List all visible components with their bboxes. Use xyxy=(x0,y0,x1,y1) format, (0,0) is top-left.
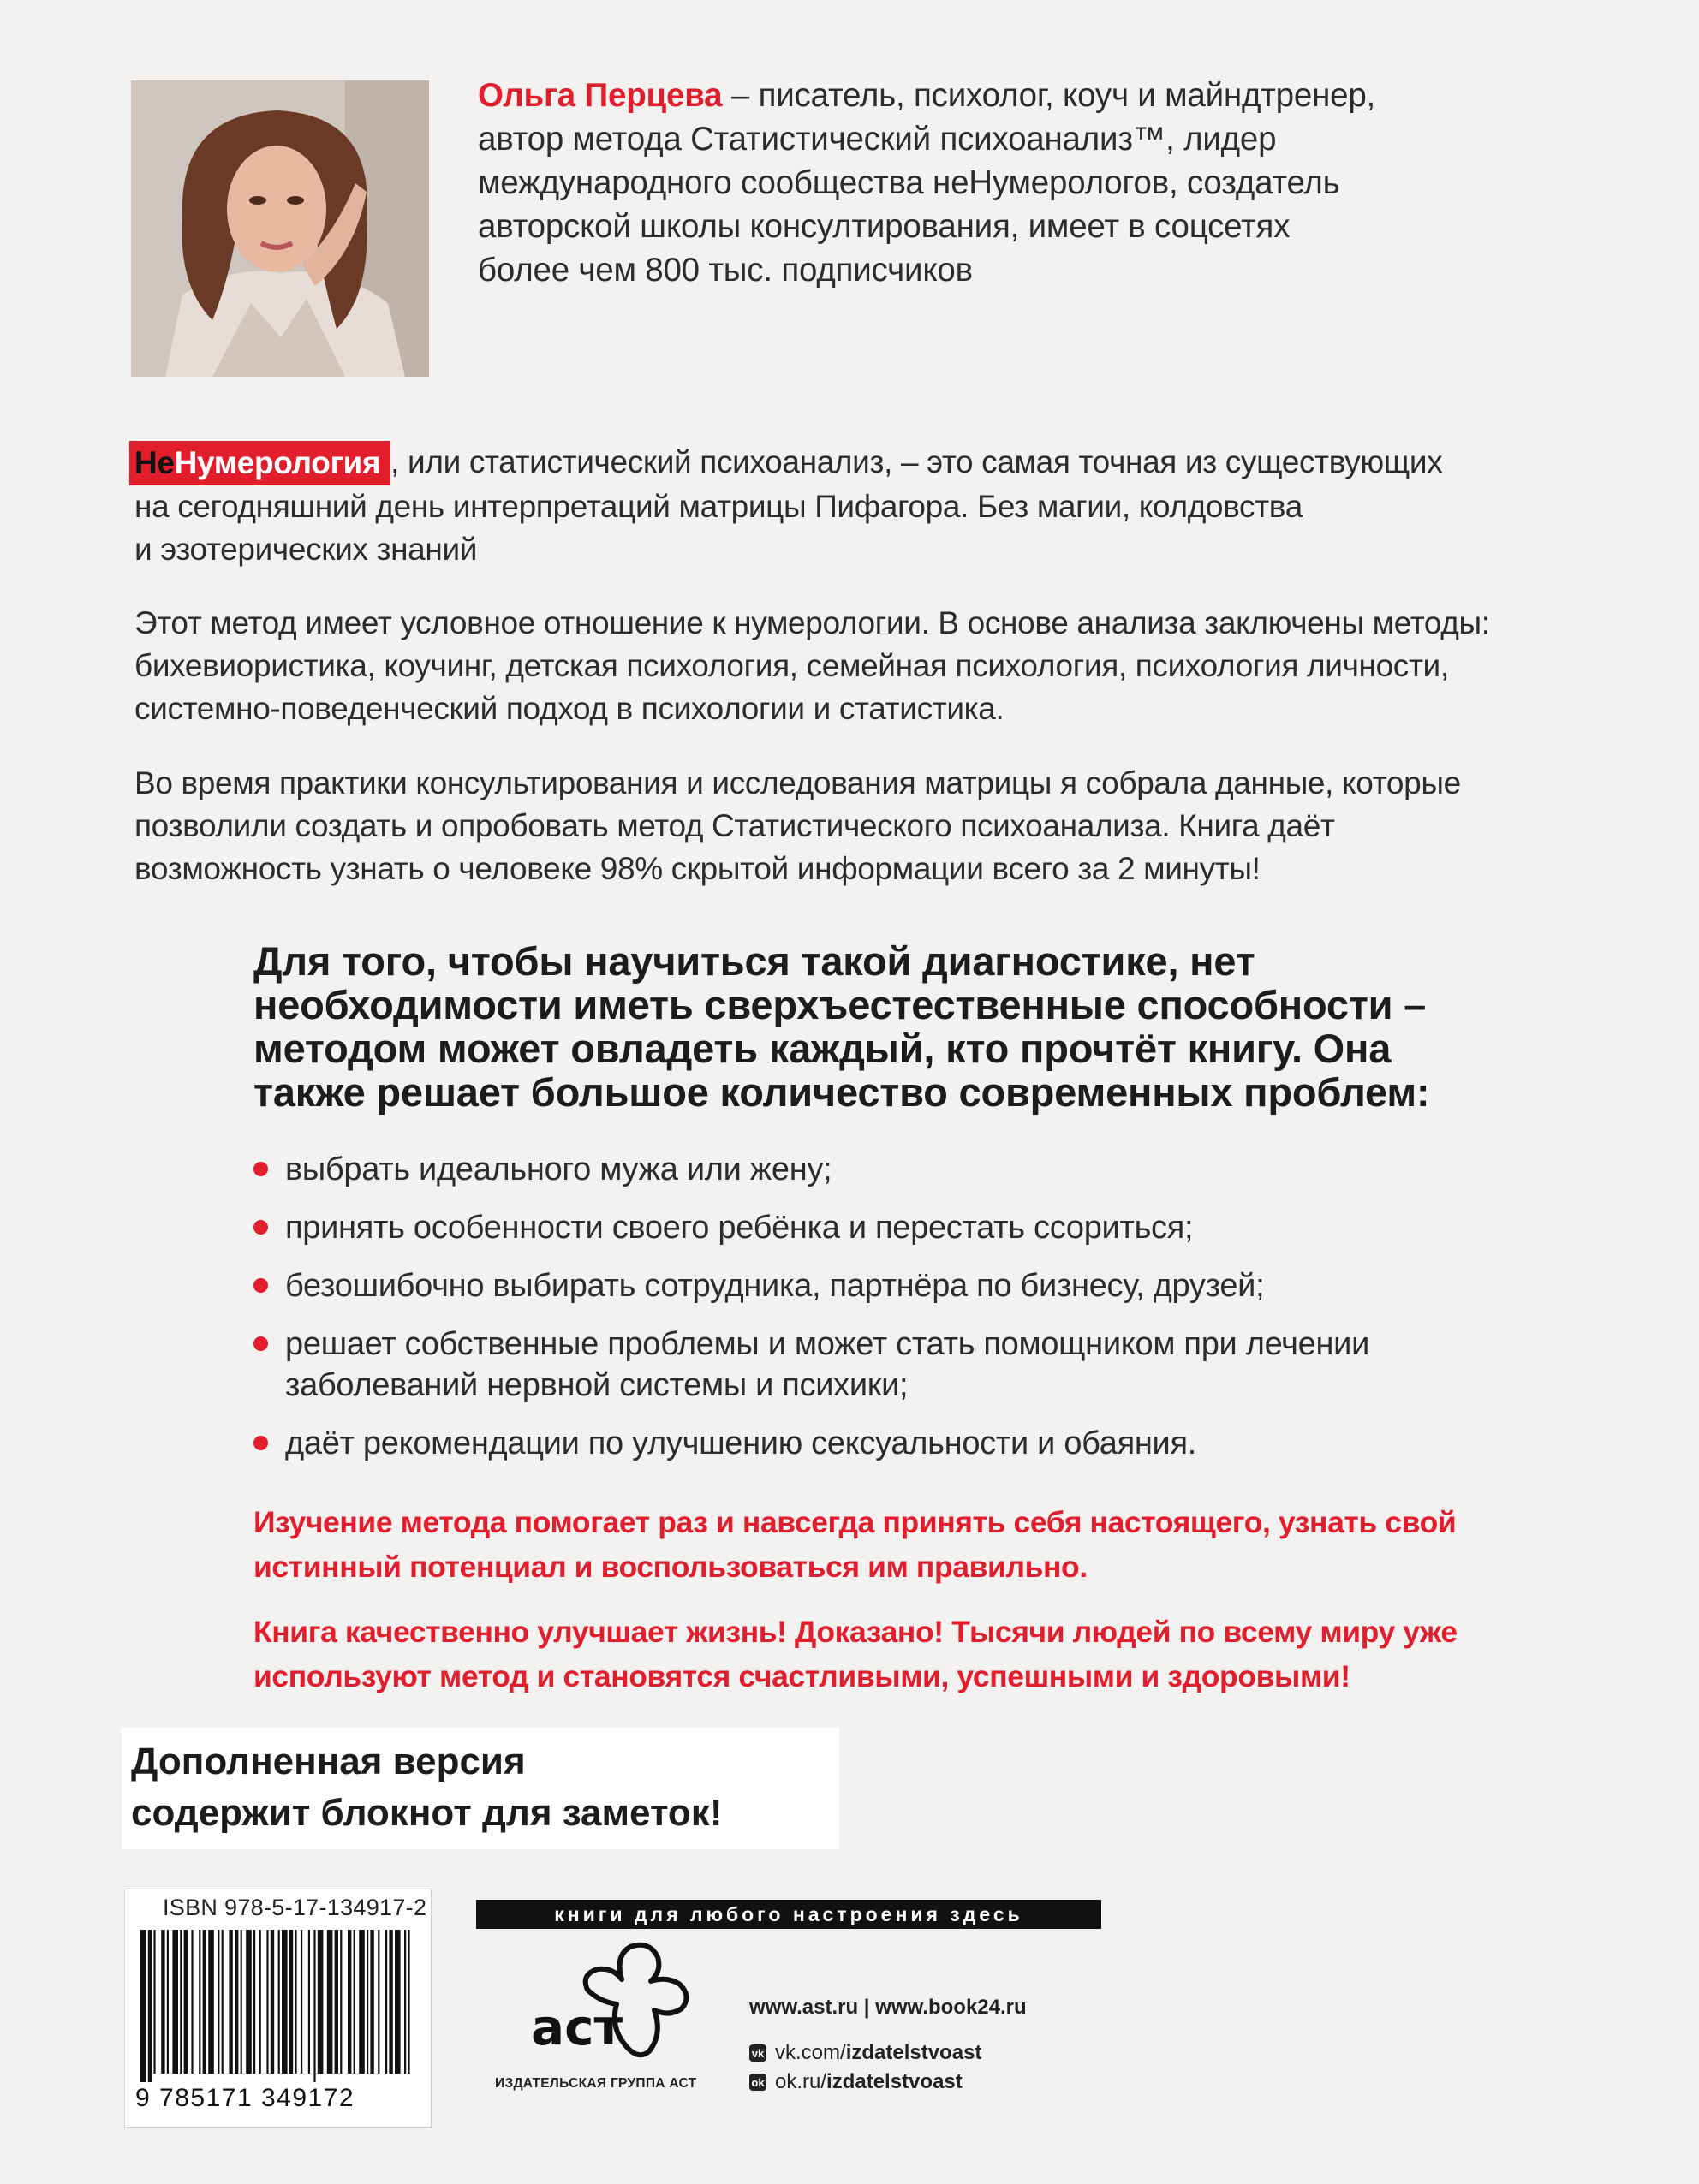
bullet-dot-icon xyxy=(253,1162,268,1176)
badge-prefix: Не xyxy=(134,445,175,480)
barcode-bar xyxy=(218,1930,219,2074)
badge-main: Нумерология xyxy=(174,445,381,480)
list-item-text: безошибочно выбирать сотрудника, партнёра по бизнесу, друзей; xyxy=(285,1268,1265,1304)
paragraph-line: возможность узнать о человеке 98% скрытой информации всего за 2 минуты! xyxy=(134,851,1261,886)
author-bio-line: авторской школы консултирования, имеет в соцсетях xyxy=(478,208,1291,245)
list-item-text: принять особенности своего ребёнка и перестать ссориться; xyxy=(285,1210,1194,1246)
barcode-bar xyxy=(253,1930,255,2074)
method-paragraph xyxy=(134,602,1590,730)
website-links[interactable]: www.ast.ru | www.book24.ru xyxy=(749,1996,1027,2019)
barcode-bar xyxy=(153,1930,155,2074)
author-photo xyxy=(131,80,429,377)
intro-paragraph xyxy=(134,441,1590,571)
barcode-bar xyxy=(335,1930,338,2074)
vk-icon: vk xyxy=(749,2044,766,2062)
author-bio xyxy=(478,74,1505,292)
barcode-bar xyxy=(348,1930,351,2074)
red-statement-study xyxy=(253,1500,1589,1589)
paragraph-line: Этот метод имеет условное отношение к нумерологии. В основе анализа заключены методы: xyxy=(134,605,1490,640)
barcode-bar xyxy=(282,1930,288,2074)
red-statement-proof xyxy=(253,1610,1589,1699)
paragraph-line: позволили создать и опробовать метод Статистического психоанализа. Книга даёт xyxy=(134,808,1335,843)
barcode-digits: 9 785171 349172 xyxy=(135,2084,355,2112)
intro-line: , или статистический психоанализ, – это самая точная из существующих xyxy=(390,444,1443,479)
barcode-bar xyxy=(340,1930,342,2074)
red-line: истинный потенциал и воспользоваться им правильно. xyxy=(253,1550,1088,1584)
list-item xyxy=(253,1324,1589,1406)
barcode-bar xyxy=(235,1930,238,2074)
social-link-ok[interactable] xyxy=(749,2070,963,2094)
barcode-bar xyxy=(241,1930,242,2074)
bullet-dot-icon xyxy=(253,1336,268,1351)
barcode-bar xyxy=(278,1930,280,2074)
barcode-bar xyxy=(295,1930,296,2074)
publisher-name: ИЗДАТЕЛЬСКАЯ ГРУППА АСТ xyxy=(495,2076,697,2091)
barcode-bar xyxy=(148,1930,152,2082)
barcode-bar xyxy=(161,1930,164,2074)
list-item-text: выбрать идеального мужа или жену; xyxy=(285,1152,832,1187)
practice-paragraph xyxy=(134,762,1590,890)
list-item xyxy=(253,1265,1589,1306)
barcode-bars xyxy=(140,1930,414,2084)
barcode-bar xyxy=(367,1930,368,2074)
red-line: Книга качественно улучшает жизнь! Доказано! Тысячи людей по всему миру уже xyxy=(253,1615,1458,1649)
benefits-list xyxy=(253,1149,1589,1464)
bold-line: Для того, чтобы научиться такой диагностике, нет xyxy=(253,938,1255,984)
barcode-bar xyxy=(191,1930,193,2074)
social-handle: izdatelstvoast xyxy=(845,2041,982,2064)
list-item-text: решает собственные проблемы и может стать помощником при лечении заболеваний нервной системы и психики; xyxy=(285,1326,1370,1403)
barcode-bar xyxy=(318,1930,324,2074)
barcode-bar xyxy=(271,1930,274,2074)
barcode-bar xyxy=(222,1930,224,2074)
barcode-bar xyxy=(180,1930,182,2074)
paragraph-line: бихевиористика, коучинг, детская психология, семейная психология, психология личности, xyxy=(134,648,1449,683)
barcode-bar xyxy=(259,1930,261,2074)
paragraph-line: системно-поведенческий подход в психологии и статистика. xyxy=(134,691,1004,726)
barcode-bar xyxy=(378,1930,379,2074)
red-line: Изучение метода помогает раз и навсегда принять себя настоящего, узнать свой xyxy=(253,1505,1457,1539)
barcode-bar xyxy=(229,1930,232,2074)
list-item xyxy=(253,1423,1589,1464)
barcode-bar xyxy=(172,1930,178,2074)
author-bio-line: более чем 800 тыс. подписчиков xyxy=(478,252,973,289)
list-item xyxy=(253,1207,1589,1248)
barcode-bar xyxy=(308,1930,310,2074)
barcode-bar xyxy=(199,1930,200,2074)
list-item xyxy=(253,1149,1589,1190)
barcode-bar xyxy=(359,1930,365,2074)
barcode-bar xyxy=(354,1930,355,2074)
ok-icon: ok xyxy=(749,2074,766,2091)
list-item-text: даёт рекомендации по улучшению сексуальности и обаяния. xyxy=(285,1425,1197,1461)
barcode-bar xyxy=(385,1930,387,2074)
extended-version-text xyxy=(131,1736,833,1839)
social-prefix: vk.com/ xyxy=(775,2041,846,2064)
social-handle: izdatelstvoast xyxy=(826,2070,963,2093)
paragraph-line: Во время практики консультирования и исследования матрицы я собрала данные, которые xyxy=(134,765,1461,800)
author-bio-line: – писатель, психолог, коуч и майндтренер, xyxy=(722,77,1376,114)
bullet-dot-icon xyxy=(253,1220,268,1235)
slogan-bar: книги для любого настроения здесь xyxy=(476,1900,1101,1929)
author-bio-line: автор метода Статистический психоанализ™, лидер xyxy=(478,121,1277,158)
barcode-bar xyxy=(313,1930,315,2082)
bold-line: методом может овладеть каждый, кто прочтёт книгу. Она xyxy=(253,1026,1392,1071)
social-link-vk[interactable] xyxy=(749,2041,981,2065)
isbn-label: ISBN 978-5-17-134917-2 xyxy=(163,1895,427,1920)
social-prefix: ok.ru/ xyxy=(775,2070,827,2093)
author-bio-line: международного сообщества неНумерологов, создатель xyxy=(478,164,1340,201)
barcode-bar xyxy=(266,1930,268,2074)
extended-line: содержит блокнот для заметок! xyxy=(131,1792,723,1834)
extended-line: Дополненная версия xyxy=(131,1741,526,1782)
barcode-bar xyxy=(289,1930,293,2074)
barcode-bar xyxy=(208,1930,214,2074)
barcode-bar xyxy=(246,1930,252,2074)
barcode-bar xyxy=(203,1930,206,2074)
intro-line: на сегодняшний день интерпретаций матрицы Пифагора. Без магии, колдовства xyxy=(134,489,1303,524)
bold-statement xyxy=(253,939,1589,1114)
intro-line: и эзотерических знаний xyxy=(134,532,478,567)
barcode-bar xyxy=(395,1930,401,2074)
nenumerology-badge xyxy=(129,441,390,485)
red-line: используют метод и становятся счастливыми, успешными и здоровыми! xyxy=(253,1659,1350,1693)
barcode-bar xyxy=(389,1930,392,2074)
barcode-bar xyxy=(370,1930,373,2074)
ast-logo xyxy=(521,1940,700,2073)
logo-text: аст xyxy=(531,1998,623,2056)
bold-line: необходимости иметь сверхъестественные способности – xyxy=(253,982,1427,1027)
barcode-bar xyxy=(301,1930,302,2074)
barcode-bar xyxy=(327,1930,333,2074)
barcode-bar xyxy=(167,1930,169,2074)
barcode-bar xyxy=(404,1930,406,2074)
bullet-dot-icon xyxy=(253,1278,268,1293)
author-name: Ольга Перцева xyxy=(478,77,723,114)
barcode-bar xyxy=(408,1930,409,2074)
bold-line: также решает большое количество современных проблем: xyxy=(253,1069,1430,1115)
barcode-bar xyxy=(184,1930,188,2074)
bullet-dot-icon xyxy=(253,1436,268,1450)
barcode-bar xyxy=(140,1930,146,2082)
